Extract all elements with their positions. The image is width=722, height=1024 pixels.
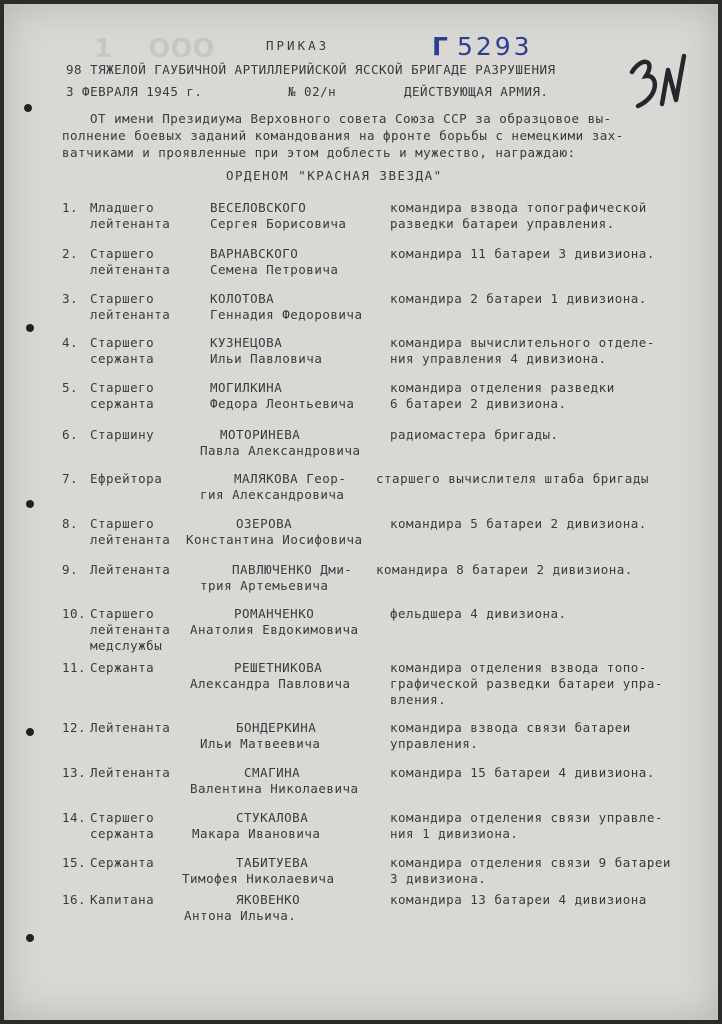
entry-post: командира отделения связи 9 батареи: [390, 855, 671, 870]
entry-surname: МОГИЛКИНА: [210, 380, 283, 395]
entry-surname: ЯКОВЕНКО: [236, 892, 301, 907]
entry-rank: Старшего: [90, 516, 155, 531]
entry-post: командира отделения взвода топо-: [390, 660, 647, 675]
entry-rank: Ефрейтора: [90, 471, 163, 486]
entry-number: 8.: [62, 516, 79, 531]
entry-surname: КОЛОТОВА: [210, 291, 275, 306]
entry-number: 12.: [62, 720, 87, 735]
entry-rank: Сержанта: [90, 855, 155, 870]
entry-post: ния 1 дивизиона.: [390, 826, 519, 841]
entry-number: 14.: [62, 810, 87, 825]
entry-surname: МАЛЯКОВА Геор-: [234, 471, 347, 486]
entry-surname: ПАВЛЮЧЕНКО Дми-: [232, 562, 353, 577]
entry-post: командира 11 батареи 3 дивизиона.: [390, 246, 655, 261]
entry-post: командира отделения разведки: [390, 380, 615, 395]
entry-surname: РЕШЕТНИКОВА: [234, 660, 323, 675]
entry-rank: лейтенанта: [90, 622, 171, 637]
entry-given-name: Ильи Павловича: [210, 351, 323, 366]
entry-number: 11.: [62, 660, 87, 675]
entry-surname: БОНДЕРКИНА: [236, 720, 317, 735]
stamp-bracket-icon: Γ: [432, 32, 451, 61]
binder-hole-icon: [26, 324, 34, 332]
entry-rank: сержанта: [90, 826, 155, 841]
entry-number: 7.: [62, 471, 79, 486]
entry-rank: лейтенанта: [90, 532, 171, 547]
preamble-line-2: полнение боевых заданий командования на фронте борьбы с немецкими зах-: [62, 128, 624, 143]
entry-post: старшего вычислителя штаба бригады: [376, 471, 649, 486]
binder-hole-icon: [26, 934, 34, 942]
entry-rank: Младшего: [90, 200, 155, 215]
entry-post: радиомастера бригады.: [390, 427, 559, 442]
entry-given-name: Семена Петровича: [210, 262, 339, 277]
archive-stamp: [432, 32, 533, 61]
entry-rank: Лейтенанта: [90, 562, 171, 577]
entry-rank: лейтенанта: [90, 216, 171, 231]
entry-post: командира 2 батареи 1 дивизиона.: [390, 291, 647, 306]
entry-number: 2.: [62, 246, 79, 261]
entry-number: 5.: [62, 380, 79, 395]
entry-given-name: Тимофея Николаевича: [182, 871, 335, 886]
entry-post: командира 15 батареи 4 дивизиона.: [390, 765, 655, 780]
entry-post: командира 13 батареи 4 дивизиона: [390, 892, 647, 907]
entry-rank: Старшего: [90, 606, 155, 621]
entry-rank: сержанта: [90, 396, 155, 411]
entry-surname: СТУКАЛОВА: [236, 810, 309, 825]
entry-post: управления.: [390, 736, 479, 751]
preamble-line-1: ОТ имени Президиума Верховного совета Союза ССР за образцовое вы-: [90, 111, 612, 126]
entry-number: 15.: [62, 855, 87, 870]
entry-rank: Старшего: [90, 380, 155, 395]
entry-given-name: Антона Ильича.: [184, 908, 297, 923]
entry-post: командира взвода связи батареи: [390, 720, 631, 735]
entry-rank: Старшего: [90, 291, 155, 306]
entry-post: 6 батареи 2 дивизиона.: [390, 396, 567, 411]
entry-rank: Капитана: [90, 892, 155, 907]
entry-surname: ВЕСЕЛОВСКОГО: [210, 200, 307, 215]
order-location: ДЕЙСТВУЮЩАЯ АРМИЯ.: [404, 84, 549, 99]
unit-name: 98 ТЯЖЕЛОЙ ГАУБИЧНОЙ АРТИЛЛЕРИЙСКОЙ ЯССКОЙ БРИГАДЕ РАЗРУШЕНИЯ: [66, 62, 556, 77]
entry-surname: РОМАНЧЕНКО: [234, 606, 315, 621]
entry-given-name: Александра Павловича: [190, 676, 351, 691]
entry-given-name: Федора Леонтьевича: [210, 396, 355, 411]
entry-number: 3.: [62, 291, 79, 306]
entry-rank: лейтенанта: [90, 262, 171, 277]
entry-rank: Старшину: [90, 427, 155, 442]
order-date: 3 ФЕВРАЛЯ 1945 г.: [66, 84, 203, 99]
entry-post: вления.: [390, 692, 447, 707]
entry-number: 10.: [62, 606, 87, 621]
entry-post: командира 5 батареи 2 дивизиона.: [390, 516, 647, 531]
entry-surname: ВАРНАВСКОГО: [210, 246, 299, 261]
entry-surname: МОТОРИНЕВА: [220, 427, 301, 442]
entry-given-name: Макара Ивановича: [192, 826, 321, 841]
document-page: [4, 4, 718, 1020]
entry-rank: лейтенанта: [90, 307, 171, 322]
preamble-line-3: ватчиками и проявленные при этом доблесть и мужество, награждаю:: [62, 145, 576, 160]
entry-surname: СМАГИНА: [244, 765, 301, 780]
entry-post: командира 8 батареи 2 дивизиона.: [376, 562, 633, 577]
binder-hole-icon: [26, 728, 34, 736]
entry-surname: ТАБИТУЕВА: [236, 855, 309, 870]
entry-post: командира вычислительного отделе-: [390, 335, 655, 350]
entry-number: 9.: [62, 562, 79, 577]
entry-post: графической разведки батареи упра-: [390, 676, 663, 691]
entry-number: 1.: [62, 200, 79, 215]
entry-rank: Старшего: [90, 810, 155, 825]
entry-post: 3 дивизиона.: [390, 871, 487, 886]
binder-hole-icon: [24, 104, 32, 112]
stamp-number: 5293: [456, 32, 533, 61]
entry-given-name: трия Артемьевича: [200, 578, 329, 593]
entry-given-name: Ильи Матвеевича: [200, 736, 321, 751]
entry-surname: КУЗНЕЦОВА: [210, 335, 283, 350]
handwritten-mark-icon: [624, 44, 694, 124]
entry-rank: Лейтенанта: [90, 720, 171, 735]
entry-number: 16.: [62, 892, 87, 907]
binder-hole-icon: [26, 500, 34, 508]
entry-number: 6.: [62, 427, 79, 442]
entry-rank: Лейтенанта: [90, 765, 171, 780]
entry-given-name: Анатолия Евдокимовича: [190, 622, 359, 637]
entry-given-name: Сергея Борисовича: [210, 216, 347, 231]
entry-post: командира взвода топографической: [390, 200, 647, 215]
entry-rank: медслужбы: [90, 638, 163, 653]
entry-post: фельдшера 4 дивизиона.: [390, 606, 567, 621]
entry-number: 13.: [62, 765, 87, 780]
entry-given-name: Валентина Николаевича: [190, 781, 359, 796]
faint-watermark: 1 ООО: [94, 34, 215, 64]
award-heading: ОРДЕНОМ "КРАСНАЯ ЗВЕЗДА": [226, 168, 443, 183]
entry-given-name: гия Александровича: [200, 487, 345, 502]
entry-surname: ОЗЕРОВА: [236, 516, 293, 531]
entry-given-name: Геннадия Федоровича: [210, 307, 363, 322]
entry-given-name: Павла Александровича: [200, 443, 361, 458]
entry-rank: Сержанта: [90, 660, 155, 675]
entry-post: ния управления 4 дивизиона.: [390, 351, 607, 366]
entry-post: разведки батареи управления.: [390, 216, 615, 231]
entry-given-name: Константина Иосифовича: [186, 532, 363, 547]
order-title: ПРИКАЗ: [266, 38, 330, 53]
entry-number: 4.: [62, 335, 79, 350]
entry-rank: Старшего: [90, 246, 155, 261]
entry-post: командира отделения связи управле-: [390, 810, 663, 825]
order-number: № 02/н: [288, 84, 337, 99]
entry-rank: Старшего: [90, 335, 155, 350]
entry-rank: сержанта: [90, 351, 155, 366]
